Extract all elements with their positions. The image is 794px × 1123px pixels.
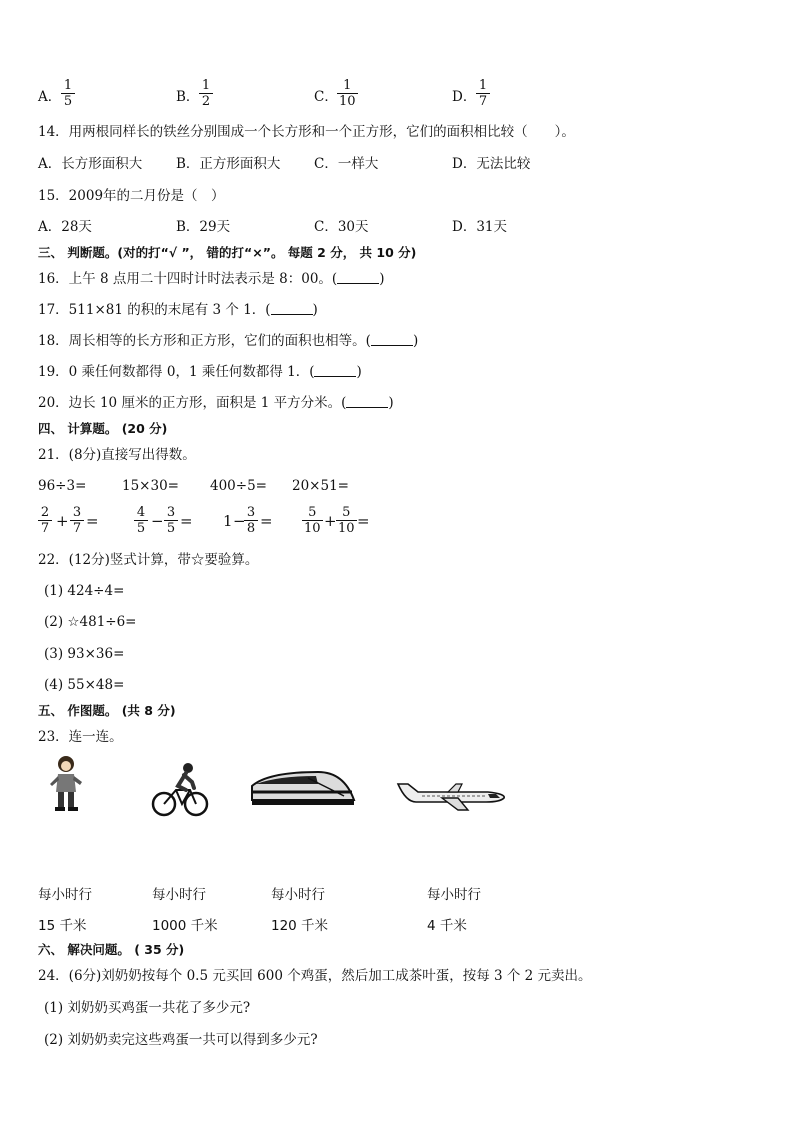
denominator: 10: [338, 521, 355, 536]
q21-stem: 21．(8分)直接写出得数。: [38, 447, 196, 463]
section-4-heading: 四、 计算题。 (20 分): [38, 421, 168, 436]
q21-eq-3: =: [260, 512, 273, 530]
numerator: 4: [136, 505, 146, 520]
q21-expr-2: 15×30=: [122, 478, 179, 494]
speed-value-1: 15 千米: [38, 918, 87, 934]
speed-label-top-1: 每小时行: [38, 887, 92, 903]
q18: [38, 332, 418, 350]
answer-blank[interactable]: [346, 395, 388, 408]
q14-stem: 14．用两根同样长的铁丝分别围成一个长方形和一个正方形，它们的面积相比较（ ）。: [38, 124, 575, 140]
q22-item-2: (2) ☆481÷6=: [44, 614, 137, 630]
denominator: 7: [478, 94, 488, 109]
q21-expr-3: 400÷5=: [210, 478, 267, 494]
q22-stem: 22．(12分)竖式计算，带☆要验算。: [38, 552, 259, 568]
numerator: 5: [308, 505, 317, 520]
numerator: 5: [342, 505, 351, 520]
numerator: 1: [201, 78, 211, 93]
speed-label-top-2: 每小时行: [152, 887, 206, 903]
q21-frac-2a: [135, 505, 147, 536]
q24-sub-2: (2) 刘奶奶卖完这些鸡蛋一共可以得到多少元?: [44, 1032, 318, 1048]
cyclist-icon: [150, 760, 210, 818]
q17: [38, 301, 318, 319]
q21-eq-1: =: [86, 512, 99, 530]
q21-frac-1a: [39, 505, 51, 536]
q13-option-c-letter: C．: [314, 89, 338, 105]
q13-option-a-fraction: [62, 78, 74, 109]
q15-option-d: D．31天: [452, 219, 508, 235]
q15-option-a: A．28天: [38, 219, 92, 235]
q15-stem: 15．2009年的二月份是（ ）: [38, 188, 225, 204]
q13-option-b-letter: B．: [176, 89, 200, 105]
q21-expr-4: 20×51=: [292, 478, 349, 494]
numerator: 3: [246, 505, 256, 520]
q22-item-4: (4) 55×48=: [44, 677, 125, 693]
q13-option-c-fraction: [338, 78, 357, 109]
q21-eq-4: =: [357, 512, 370, 530]
q24-sub-1: (1) 刘奶奶买鸡蛋一共花了多少元?: [44, 1000, 251, 1016]
denominator: 2: [201, 94, 211, 109]
q21-frac-2b: [165, 505, 177, 536]
q14-option-b: B．正方形面积大: [176, 156, 281, 172]
numerator: 1: [63, 78, 73, 93]
q21-frac-1b: [71, 505, 83, 536]
q18-text: 18．周长相等的长方形和正方形，它们的面积也相等。(: [38, 333, 371, 349]
denominator: 10: [339, 94, 356, 109]
q13-option-a-letter: A．: [38, 89, 62, 105]
q21-op-3: −: [233, 512, 246, 530]
q23-stem: 23．连一连。: [38, 729, 123, 745]
speed-value-3: 120 千米: [271, 918, 329, 934]
q24-stem: 24．(6分)刘奶奶按每个 0.5 元买回 600 个鸡蛋，然后加工成茶叶蛋，按每 3 个 2 元卖出。: [38, 968, 592, 984]
denominator: 10: [304, 521, 321, 536]
speed-label-top-3: 每小时行: [271, 887, 325, 903]
section-5-heading: 五、 作图题。 (共 8 分): [38, 703, 176, 718]
denominator: 7: [72, 521, 82, 536]
numerator: 1: [478, 78, 488, 93]
close-paren: ): [312, 302, 318, 318]
q13-option-d-fraction: [477, 78, 489, 109]
numerator: 1: [343, 78, 352, 93]
denominator: 8: [246, 521, 256, 536]
q20-text: 20．边长 10 厘米的正方形，面积是 1 平方分米。(: [38, 395, 347, 411]
q14-option-a: A．长方形面积大: [38, 156, 143, 172]
close-paren: ): [379, 271, 385, 287]
high-speed-train-icon: [248, 766, 356, 808]
denominator: 5: [63, 94, 73, 109]
q16: [38, 270, 384, 288]
section-6-heading: 六、 解决问题。 ( 35 分): [38, 942, 185, 957]
denominator: 5: [136, 521, 146, 536]
q21-op-1: +: [56, 512, 69, 530]
q13-option-b-fraction: [200, 78, 212, 109]
q14-option-d: D．无法比较: [452, 156, 531, 172]
denominator: 5: [166, 521, 176, 536]
q19: [38, 363, 362, 381]
q21-expr-1: 96÷3=: [38, 478, 87, 494]
q13-option-d-letter: D．: [452, 89, 477, 105]
numerator: 2: [40, 505, 50, 520]
q16-text: 16．上午 8 点用二十四时计时法表示是 8：00。(: [38, 271, 338, 287]
numerator: 3: [72, 505, 82, 520]
speed-value-2: 1000 千米: [152, 918, 218, 934]
answer-blank[interactable]: [314, 364, 356, 377]
answer-blank[interactable]: [371, 333, 413, 346]
q21-frac-4b: [337, 505, 356, 536]
close-paren: ): [356, 364, 362, 380]
q21-op-4: +: [324, 512, 337, 530]
q22-item-1: (1) 424÷4=: [44, 583, 125, 599]
q21-whole-3: 1: [223, 512, 233, 530]
q17-text: 17．511×81 的积的末尾有 3 个 1．(: [38, 302, 271, 318]
speed-label-top-4: 每小时行: [427, 887, 481, 903]
walking-child-icon: [46, 752, 88, 814]
q21-op-2: −: [151, 512, 164, 530]
q21-frac-3b: [245, 505, 257, 536]
q19-text: 19．0 乘任何数都得 0，1 乘任何数都得 1．(: [38, 364, 315, 380]
numerator: 3: [166, 505, 176, 520]
answer-blank[interactable]: [337, 271, 379, 284]
airplane-icon: [396, 776, 508, 812]
section-3-heading: 三、 判断题。(对的打“√ ”， 错的打“×”。 每题 2 分， 共 10 分): [38, 245, 417, 260]
q21-frac-4a: [303, 505, 322, 536]
q20: [38, 394, 394, 412]
q14-option-c: C．一样大: [314, 156, 379, 172]
q15-option-c: C．30天: [314, 219, 369, 235]
q22-item-3: (3) 93×36=: [44, 646, 125, 662]
speed-value-4: 4 千米: [427, 918, 467, 934]
close-paren: ): [412, 333, 419, 349]
close-paren: ): [388, 395, 394, 411]
q15-option-b: B．29天: [176, 219, 231, 235]
answer-blank[interactable]: [271, 302, 313, 315]
q21-eq-2: =: [180, 512, 193, 530]
denominator: 7: [40, 521, 50, 536]
